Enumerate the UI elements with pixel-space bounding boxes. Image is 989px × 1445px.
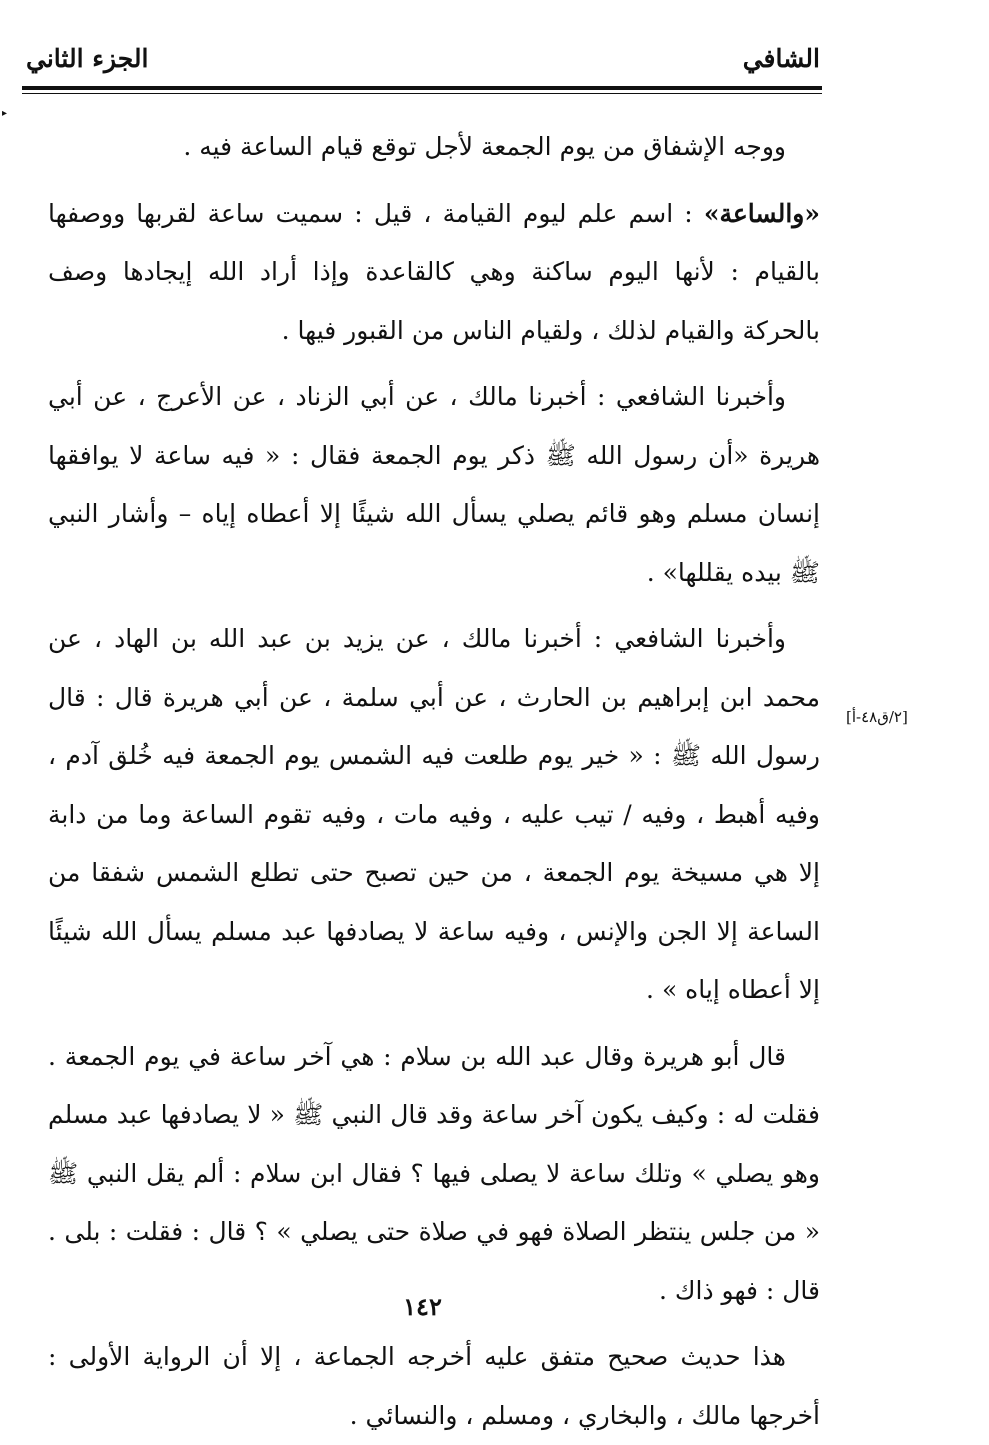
paragraph: قال أبو هريرة وقال عبد الله بن سلام : هي آخر ساعة في يوم الجمعة . فقلت له : وكيف يكون آخر ساعة وقد قال النبي ﷺ « لا يصادفها عبد مسلم وهو يصلي » وتلك ساعة لا يصلى فيها ؟ فقال ابن سلام : ألم يقل النبي ﷺ « من جلس ينتظر الصلاة فهو في صلاة حتى يصلي » ؟ قال : فقلت : بلى . قال : فهو ذاك . bbox=[48, 1041, 820, 1305]
defined-term: «والساعة» bbox=[703, 198, 820, 228]
page-marker-glyph: ▸ bbox=[2, 108, 8, 119]
paragraph: هذا حديث صحيح متفق عليه أخرجه الجماعة ، إلا أن الرواية الأولى : أخرجها مالك ، والبخاري ، ومسلم ، والنسائي . bbox=[48, 1342, 820, 1430]
part-label: الجزء الثاني bbox=[26, 44, 149, 73]
book-title: الشافي bbox=[742, 44, 820, 73]
paragraph: «والساعة» : اسم علم ليوم القيامة ، قيل : سميت ساعة لقربها ووصفها بالقيام : لأنها اليوم ساكنة وهي كالقاعدة وإذا أراد الله إيجادها وصف بالحركة والقيام لذلك ، ولقيام الناس من القبور فيها . bbox=[48, 198, 820, 345]
page-number: ١٤٢ bbox=[403, 1292, 442, 1321]
paragraph: ووجه الإشفاق من يوم الجمعة لأجل توقع قيام الساعة فيه . bbox=[183, 132, 786, 161]
running-header bbox=[22, 40, 822, 84]
manuscript-folio-reference: [٢/ق٤٨-أ] bbox=[846, 708, 908, 726]
paragraph: وأخبرنا الشافعي : أخبرنا مالك ، عن يزيد بن عبد الله بن الهاد ، عن محمد ابن إبراهيم بن الحارث ، عن أبي سلمة ، عن أبي هريرة قال : قال رسول الله ﷺ : « خير يوم طلعت فيه الشمس يوم الجمعة فيه خُلق آدم ، وفيه أهبط ، وفيه / تيب عليه ، وفيه مات ، وفيه تقوم الساعة وما من دابة إلا هي مسيخة يوم الجمعة ، من حين تصبح حتى تطلع الشمس شفقا من الساعة إلا الجن والإنس ، وفيه ساعة لا يصادفها عبد مسلم يسأل الله شيئًا إلا أعطاه إياه » . bbox=[48, 624, 820, 1004]
header-rule-thin bbox=[22, 93, 822, 94]
main-text bbox=[48, 118, 820, 1445]
paragraph: وأخبرنا الشافعي : أخبرنا مالك ، عن أبي الزناد ، عن الأعرج ، عن أبي هريرة «أن رسول الله ﷺ ذكر يوم الجمعة فقال : « فيه ساعة لا يوافقها إنسان مسلم وهو قائم يصلي يسأل الله شيئًا إلا أعطاه إياه – وأشار النبي ﷺ بيده يقللها» . bbox=[48, 382, 820, 587]
header-rule-thick bbox=[22, 86, 822, 90]
